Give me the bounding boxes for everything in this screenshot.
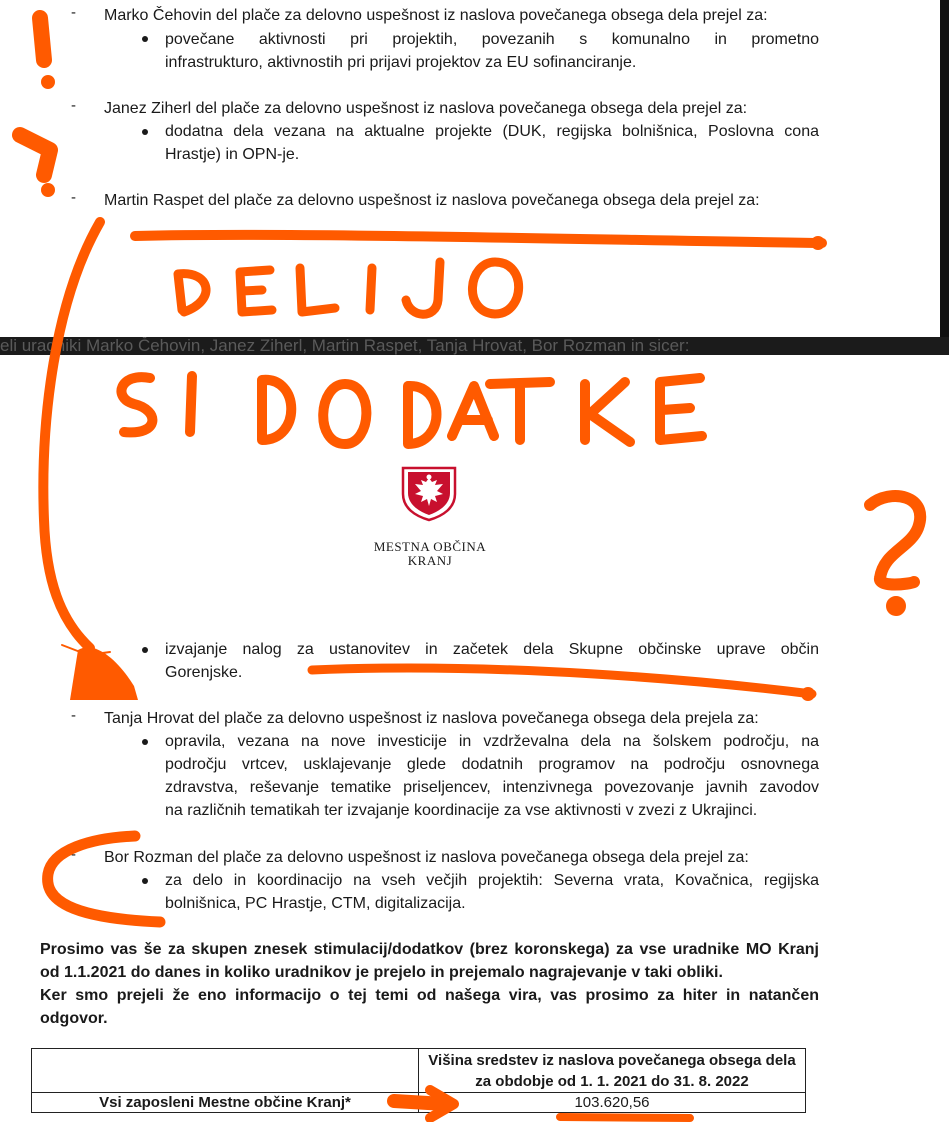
bullet-text: na različnih tematikah ter izvajanje koordinacije za vse aktivnosti v zvezi z Ukrajinci.	[165, 802, 758, 819]
letterhead-line2: KRANJ	[407, 553, 453, 568]
table-row-value: 103.620,56	[419, 1093, 806, 1113]
bullet-text: za delo in koordinacijo na vseh večjih projektih: Severna vrata, Kovačnica, regijska	[165, 872, 819, 889]
request-text: od 1.1.2021 do danes in koliko uradnikov je prejelo in prejemalo nagrajevanje v taki obliki.	[40, 964, 723, 981]
question-mark-icon	[870, 496, 920, 610]
bullet-text: povečane aktivnosti pri projektih, povezanih s komunalno in prometno	[165, 31, 819, 48]
request-text: Ker smo prejeli že eno informacijo o tej temi od našega vira, vas prosimo za hiter in natančen	[40, 987, 819, 1004]
bullet-text: področju vrtcev, usklajevanje glede dodatnih programov na področju osnovnega	[165, 756, 819, 773]
curved-arrow	[43, 222, 100, 648]
list-dash: -	[71, 707, 76, 724]
bullet-text: bolnišnica, PC Hrastje, CTM, digitalizacija.	[165, 895, 466, 912]
handwritten-si-dodatke	[121, 376, 702, 444]
table-header-line: Višina sredstev iz naslova povečanega obsega dela	[428, 1051, 796, 1069]
exclamation-icon	[20, 135, 50, 175]
person-line: Bor Rozman del plače za delovno uspešnost iz naslova povečanega obsega dela prejel za:	[104, 849, 749, 866]
letterhead-line1: MESTNA OBČINA	[373, 539, 487, 554]
bullet-text: izvajanje nalog za ustanovitev in začetek dela Skupne občinske uprave občin	[165, 641, 819, 658]
bullet-text: dodatna dela vezana na aktualne projekte (DUK, regijska bolnišnica, Poslovna cona	[165, 123, 819, 140]
table-row-label: Vsi zaposleni Mestne občine Kranj*	[32, 1093, 419, 1113]
list-dash: -	[71, 97, 76, 114]
list-dash: -	[71, 4, 76, 21]
bullet-text: Hrastje) in OPN-je.	[165, 146, 300, 163]
bullet-text: infrastrukturo, aktivnostih pri prijavi projektov za EU sofinanciranje.	[165, 54, 637, 71]
arrow-stroke	[394, 1101, 445, 1104]
bullet-text: zdravstva, reševanje tematike priseljencev, intenzivnega povezovanje javnih zavodov	[165, 779, 819, 796]
person-line: Tanja Hrovat del plače za delovno uspešnost iz naslova povečanega obsega dela prejela za:	[104, 710, 759, 727]
bullet-text: opravila, vezana na nove investicije in vzdrževalna dela na šolskem področju, na	[165, 733, 819, 750]
arrow-head-icon	[70, 647, 138, 700]
exclamation-icon	[40, 18, 44, 60]
request-text: odgovor.	[40, 1010, 108, 1027]
list-dash: -	[71, 846, 76, 863]
table-header-line: za obdobje od 1. 1. 2021 do 31. 8. 2022	[475, 1072, 749, 1090]
bullet-text: Gorenjske.	[165, 664, 243, 681]
underline-stroke	[312, 668, 812, 694]
request-text: Prosimo vas še za skupen znesek stimulacij/dodatkov (brez koronskega) za vse uradnike MO Kranj	[40, 941, 819, 958]
bracket-stroke	[48, 836, 160, 922]
underline-stroke	[560, 1117, 690, 1118]
list-dash: -	[71, 189, 76, 206]
person-line: Janez Ziherl del plače za delovno uspešnost iz naslova povečanega obsega dela prejel za:	[104, 100, 748, 117]
person-line: Martin Raspet del plače za delovno uspešnost iz naslova povečanega obsega dela prejel za:	[104, 192, 760, 209]
band-text: eli uradniki Marko Čehovin, Janez Ziherl, Martin Raspet, Tanja Hrovat, Bor Rozman in sicer:	[0, 337, 690, 355]
underline-stroke	[135, 235, 822, 243]
person-line: Marko Čehovin del plače za delovno uspešnost iz naslova povečanega obsega dela prejel za:	[104, 7, 768, 24]
handwritten-delijo	[178, 262, 519, 314]
